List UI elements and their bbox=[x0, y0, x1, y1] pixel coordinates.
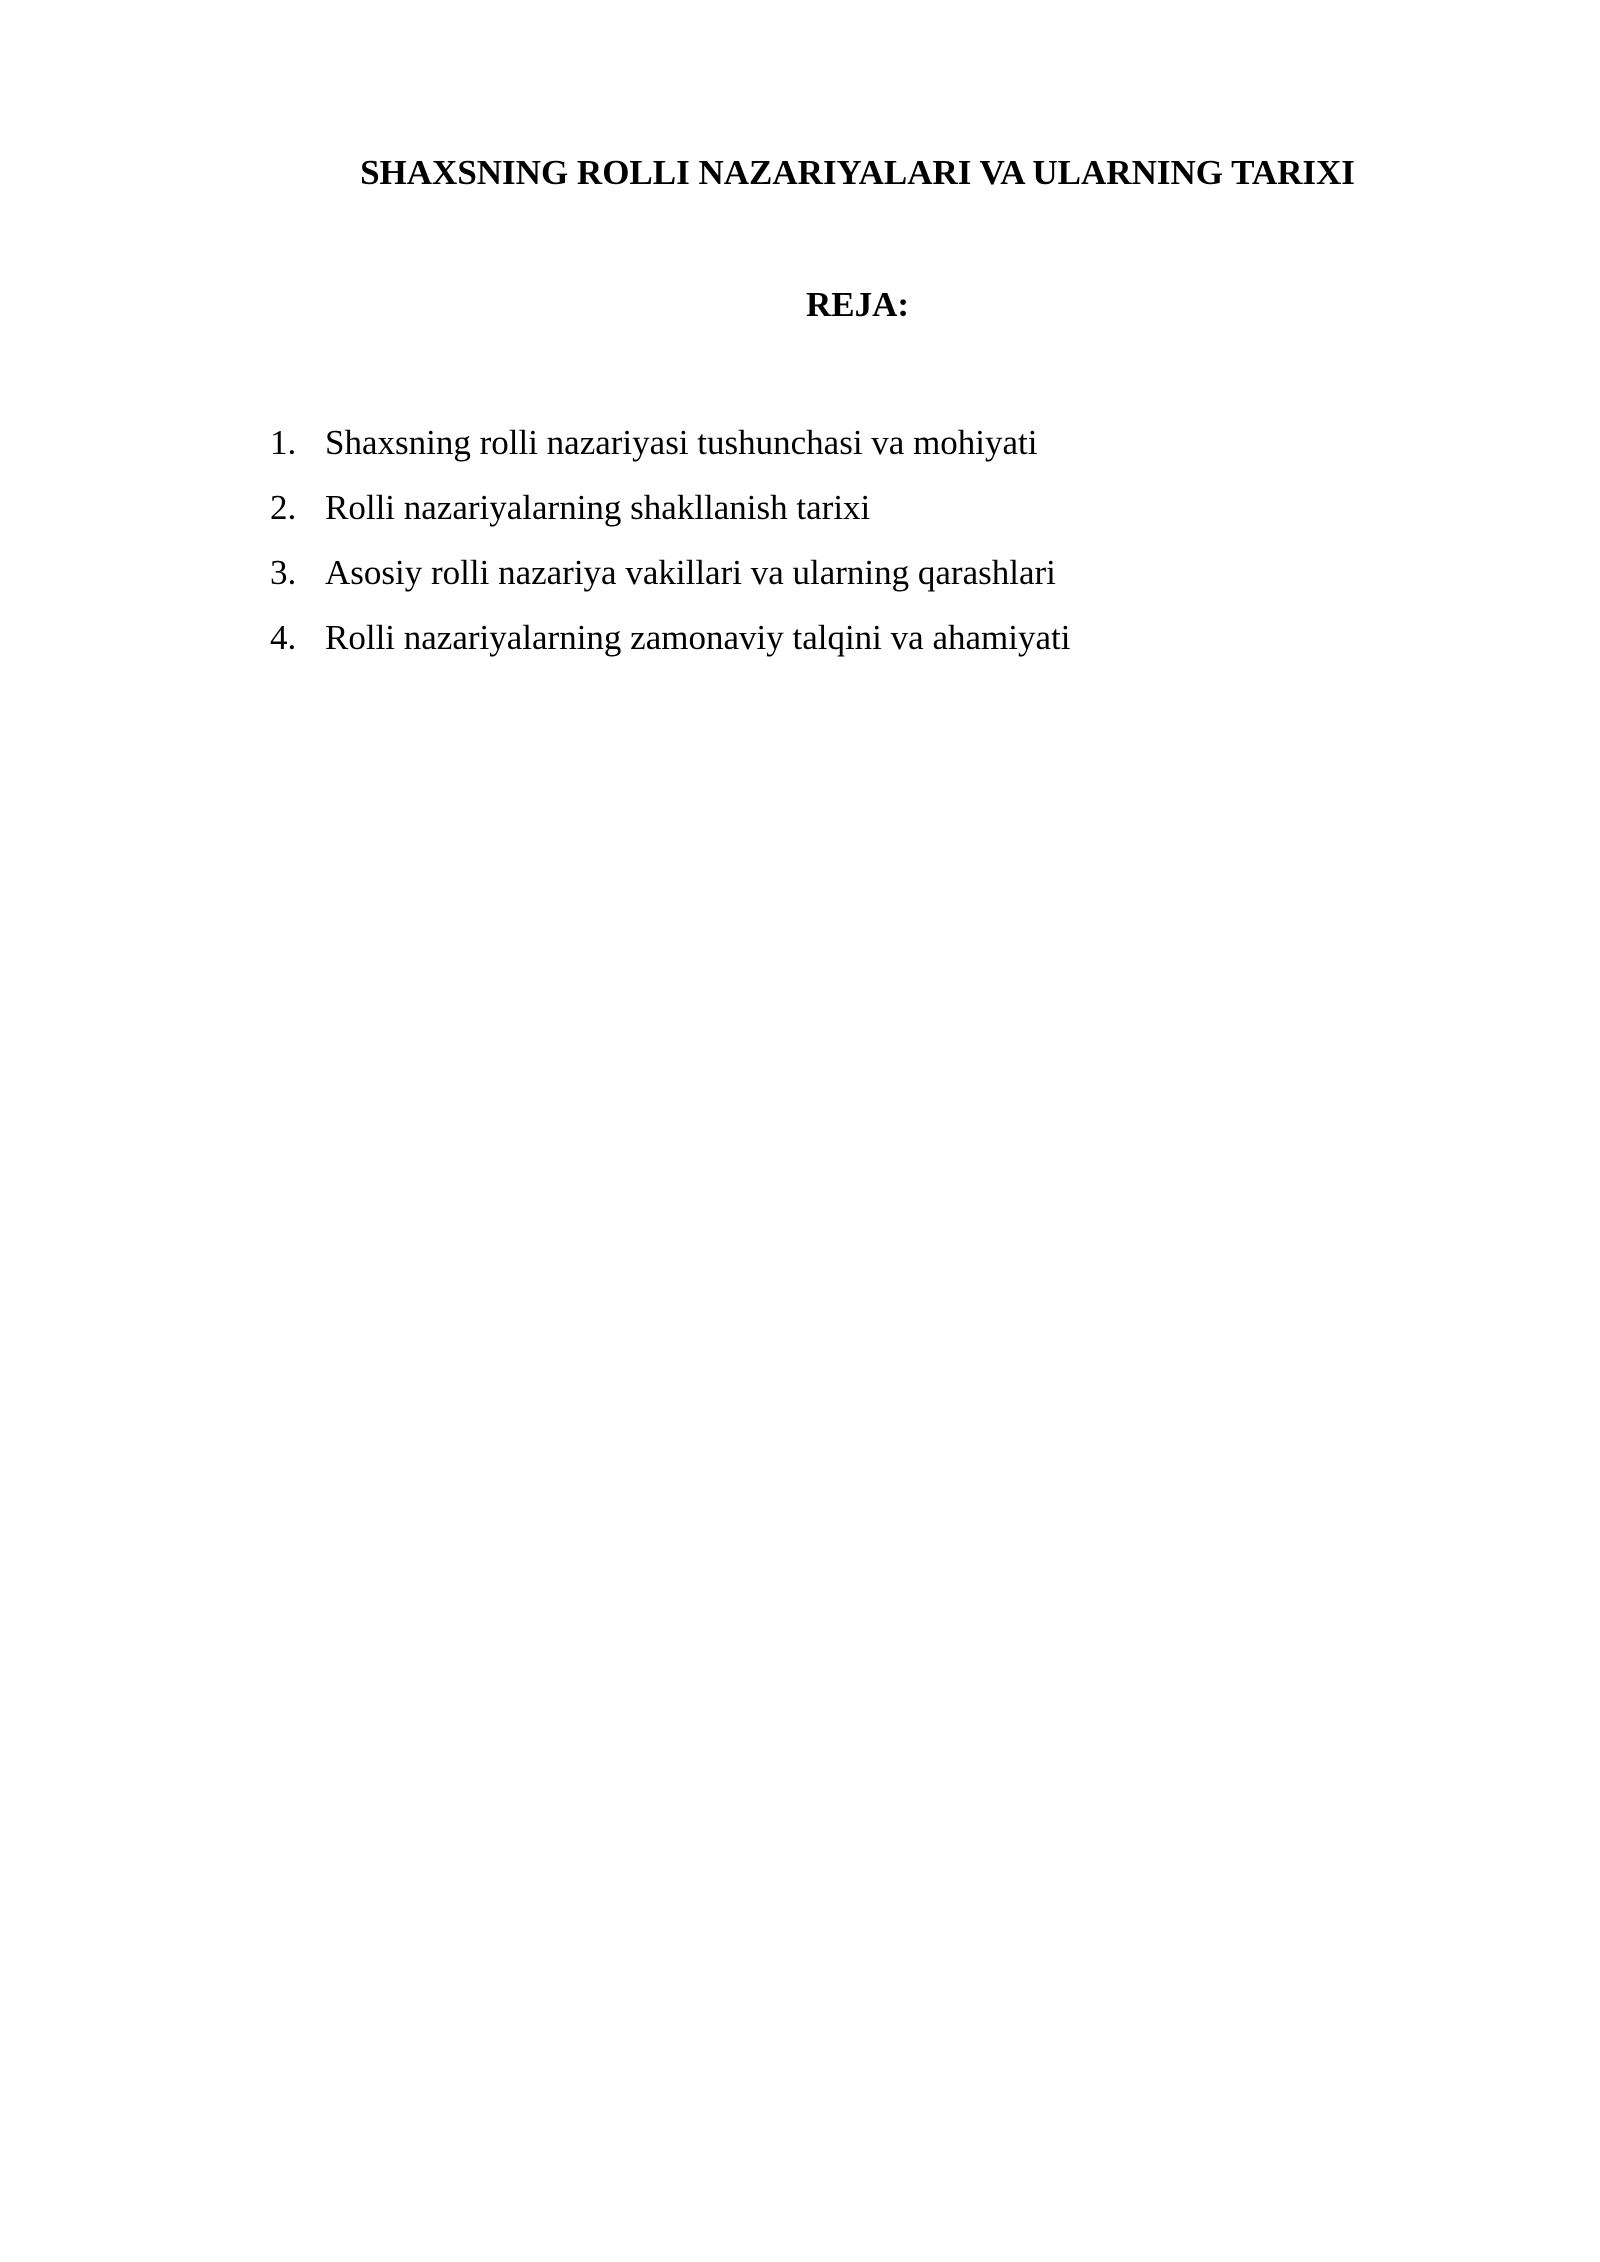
list-item-text: Shaxsning rolli nazariyasi tushunchasi va mohiyati bbox=[325, 423, 1038, 462]
list-item bbox=[270, 475, 1070, 540]
list-item-number: 2. bbox=[270, 488, 297, 527]
list-item bbox=[270, 540, 1070, 605]
list-item-text: Asosiy rolli nazariya vakillari va ularning qarashlari bbox=[325, 553, 1056, 592]
list-item-number: 1. bbox=[270, 423, 297, 462]
plan-list bbox=[270, 410, 1070, 670]
list-item bbox=[270, 410, 1070, 475]
list-item-number: 4. bbox=[270, 618, 297, 657]
plan-heading: REJA: bbox=[805, 285, 910, 324]
list-item bbox=[270, 605, 1070, 670]
list-item-text: Rolli nazariyalarning shakllanish tarixi bbox=[325, 488, 871, 527]
list-item-text: Rolli nazariyalarning zamonaviy talqini va ahamiyati bbox=[325, 618, 1071, 657]
document-title: SHAXSNING ROLLI NAZARIYALARI VA ULARNING TARIXI bbox=[360, 153, 1355, 192]
list-item-number: 3. bbox=[270, 553, 297, 592]
